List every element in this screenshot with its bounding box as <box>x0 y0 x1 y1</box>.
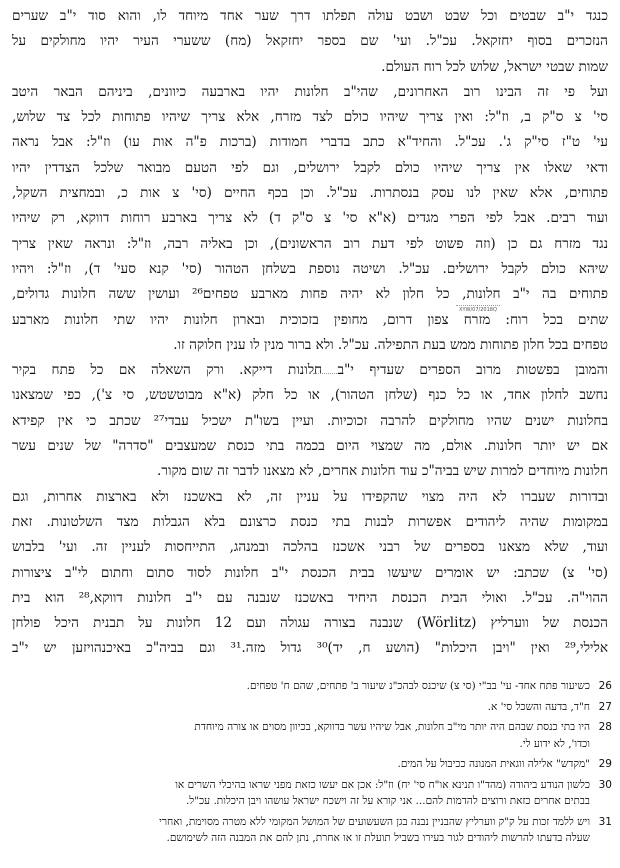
footnote-text: היו בתי כנסת שבהם היה יותר מי"ב חלונות, אבל שיהיו עשר בדווקא, בכיוון מסוים או צורה מיוחדת <box>194 721 590 733</box>
footnotes <box>0 678 620 851</box>
footnote-text: ויש ללמד זכות על ק"ק ווערליץ שהבניין נבנה בגן השעשועים של המושל המקומי ללא מטרה מסוימת, ואחרי <box>159 815 590 828</box>
footnote-number: 31 <box>598 815 612 828</box>
footnote <box>20 756 612 773</box>
text-line: פתוחים בה י"ב חלונות, כל חלון לא יהיה פחות מארבע טפחים²⁶ ועושין ששה חלונות גדולים, <box>12 286 608 303</box>
text-line: חלונות מיוחדים למרות שיש בביה"כ עוד חלונות אחרים, לא מצאנו לדבר זה שום מקור. <box>157 463 608 480</box>
footnote-number: 30 <box>598 778 612 791</box>
text-line: שמות שבטי ישראל, שלוש לכל רוח העולם. <box>381 58 608 75</box>
footnote <box>20 699 612 716</box>
text-line: הנזכרים בסוף יחזקאל. עכ"ל. ועי' שם בספר יחזקאל (מח) ששערי העיר יהיו מחולקים על <box>12 33 608 50</box>
footnote-number: 26 <box>598 680 612 692</box>
footnote-text: שעלה בדעתו להרשות ליהודים לגור בעירו בשביל תועלת זו או אחרת, נתן להם את המבנה הזה לשימושם. <box>166 832 590 844</box>
text-line: טפחים בכל חלון פתוחות ממש בעת התפילה. עכ"ל. ולא ברור מנין לו ענין חלוקה זו. <box>173 336 608 353</box>
text-line: שיהא כולם לקבל ירושלים. עכ"ל. ושיטה נוספת בשלחן הטהור (סי' קנא סעי' ד), וז"ל: ויהיו <box>12 260 608 277</box>
text-line: ועוד, שלא מצאנו בספרים של רבני אשכנז בהלכה ובמנהג, התייחסות לעניין זה. ועי' בלבוש <box>12 539 608 556</box>
text-line: אלילי,²⁹ ואין "ויבן היכלות" (הושע ח, יד)³⁰ גדול מזה.³¹ וגם בביה"כ באיכנהויזען יש י"ב <box>12 640 609 657</box>
footnote-text: ח"ד, בדעה והשכל סי' א. <box>487 700 590 713</box>
footnote-text: כלשון הנודע ביהודה (מהד"ו תנינא או"ח סי' יח) וז"ל: אכן אם יעשו כזאת מפני שראו בהיכלי השרים או <box>175 778 590 791</box>
text-line: ועל פי זה הבינו רוב האחרונים, שהי"ב חלונות יהיו בארבעה כיוונים, ביניהם הבאר היטב <box>12 83 608 100</box>
text-line: (סי' צ) שכתב: יש אומרים שיעשו בבית הכנסת י"ב חלונות לסוד סתום וחתום לי"ב ציצורות <box>12 564 608 581</box>
text-line: ובדורות שעברו לא היה מצוי שהקפידו על עניין זה, לא באשכנז ולא בארצות אחרות, וגם <box>12 488 608 505</box>
footnote-text: וכדו', לא ידוע לי. <box>519 737 590 750</box>
footnote-text: בבתים אחרים כזאת ורוצים להדמות להם... אני קורא על זה וישכח ישראל עושהו ויבן היכלות. עכ"ל. <box>185 795 590 807</box>
text-line: במקומות שהיה ליהודים אפשרות לבנות בתי כנסת כרצונם בלא הגבלות מצד השלטונות. זאת <box>12 513 608 530</box>
text-line: עי' ט"ז סי"ק ג'. עכ"ל. והחיד"א כתב בדברי חמודות (ברכות פ"ה אות עו) וז"ל: אבל נראה <box>12 134 608 151</box>
footnote-number: 27 <box>598 700 612 713</box>
text-line: פתוחים, אלא שאין לנו עסק בנסתרות. עכ"ל. וכן בכף החיים (סי' צ אות כ, ובמחצית השקל, <box>12 185 608 202</box>
footnote <box>20 719 612 752</box>
footnote-text: כשיעור פתח אחד- עי' בב"י (סי צ) שיכנס לבהכ"נ שיעור ב' פתחים, שהם ח' טפחים. <box>246 680 590 692</box>
footnote <box>20 814 612 847</box>
text-line: בחלונות ישנים שהיו מחולקים להרבה זכוכיות. ועיין בשו"ת ישכיל עבדי²⁷ שכתב כי אין קפידא <box>12 412 608 429</box>
footnote-number: 28 <box>598 721 612 733</box>
text-line: והמובן בפשטות מרוב הספרים שעדיף י"ב חלונות דייקא. ורק השאלה אם כל פתח בקיר <box>12 362 608 379</box>
text-line: נגד מזרח גם כן (וזה פשוט לפי דעת רוב הראשונים), וכן באליה רבה, וז"ל: ונראה שאין צריך <box>12 235 608 252</box>
date-stamp: XYW/07/2018Q <box>456 305 500 314</box>
text-line: נחשב לחלון אחד, או כל כנף (שלחן הטהור), או כל חלק (א"א מבוטשטש, סי צ'), כפי שמצאנו <box>12 387 608 404</box>
annotation-mark <box>313 373 337 379</box>
text-line: כנגד י"ב שבטים וכל שבט ושבט עולה תפלתו דרך שער אחד מיוחד לו, והוא סוד י"ב שערים <box>12 8 608 24</box>
text-line: הכנסת של ווערליץ (Wörlitz) שנבנה בצורה עגולה ועם 12 חלונות על תבנית היכל פולחן <box>12 615 608 632</box>
text-line: שתים בכל רוח: מזרח צפון דרום, מחופין בזכוכית ובארון חלונות יהיו שתי חלונות מארבע <box>12 311 608 328</box>
text-line: ודאי שאלו אין צריך שיהיו כולם לקבל ירושלים, וגם לפי הטעם מבואר שלכל הצדדין יהיו <box>12 159 608 176</box>
footnote <box>20 777 612 810</box>
footnote <box>20 678 612 695</box>
footnote-text: "מקדש" אלילה ווגאית המנונה ככיבול על המים. <box>397 758 590 770</box>
footnote-number: 29 <box>598 758 612 770</box>
text-line: סי' צ ס"ק ב, וז"ל: ואין צריך שיהיו כולם לצד מזרח, אלא צריך שיהיו פתוחות לכל צד שלוש, <box>12 109 608 126</box>
text-line: אם יש יותר חלונות. אולם, מה שמצוי היום בכמה בתי כנסת שמעצבים "סדרה" של שנים עשר <box>12 438 608 455</box>
text-line: ועוד רבים. אבל לפי הפרי מגדים (א"א סי' צ ס"ק ד) לא צריך בארבע רוחות דווקא, רק שיהיו <box>12 210 608 227</box>
main-text <box>0 4 620 662</box>
text-line: ההוי"ה. עכ"ל. ואולי הבית הכנסת היחיד באשכנז שנבנה עם י"ב חלונות דווקא,²⁸ הוא בית <box>12 589 608 606</box>
